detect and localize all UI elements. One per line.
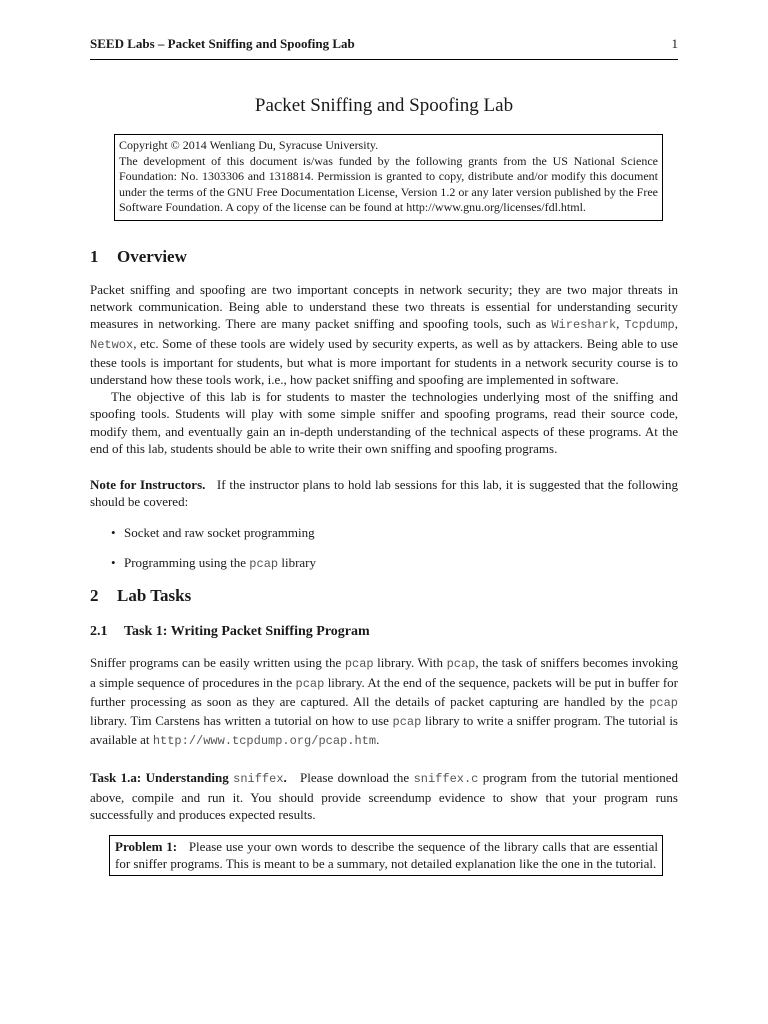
- document-title: Packet Sniffing and Spoofing Lab: [254, 95, 514, 116]
- text-run: library to write a sniffer program. The tutorial is available at: [90, 713, 678, 748]
- section-heading-overview: [90, 247, 678, 267]
- text-run: Packet sniffing and spoofing are two important concepts in network security; they are two major threats in network communication. Being able to understand these two threats is essential for understanding security measures in networking. There are many packet sniffing and spoofing tools, such as: [90, 281, 678, 332]
- section-title: Lab Tasks: [117, 586, 192, 606]
- text-run: Programming using the: [124, 555, 250, 571]
- text-run: Task 1.a: Understanding: [90, 770, 234, 786]
- overview-paragraph-1: [90, 281, 678, 388]
- instructor-note: [90, 476, 678, 510]
- section-number: 2: [90, 586, 99, 606]
- task1a-label: [90, 770, 287, 785]
- problem-text: Please use your own words to describe the sequence of the library calls that are essential for sniffer programs. This is meant to be a summary, not detailed explanation like the one in the tutorial.: [115, 839, 659, 872]
- section-title: Overview: [117, 246, 187, 266]
- topic-list: [90, 524, 678, 573]
- document-page: [90, 36, 678, 876]
- text-run: .: [376, 732, 380, 748]
- overview-paragraph-2: The objective of this lab is for students to master the technologies underlying most of the sniffing and spoofing tools. Students will play with some simple sniffer and spoofing programs, read their source code, modify them, and eventually gain an in-depth understanding of the technical aspects of these programs. At the end of this lab, students should be able to write their own sniffing and spoofing programs.: [90, 389, 678, 456]
- task1-paragraph: [90, 654, 678, 750]
- code-pcap: pcap: [295, 676, 325, 691]
- copyright-box: [114, 134, 663, 221]
- problem-label: Problem 1:: [115, 839, 178, 855]
- list-item: [111, 554, 678, 573]
- subsection-heading-task1: [90, 624, 678, 640]
- text-run: Please download the: [300, 770, 414, 786]
- subsection-number: 2.1: [90, 624, 108, 640]
- page-number: 1: [671, 36, 678, 51]
- text-run: , the task of sniffers becomes invoking a simple sequence of procedures in the: [90, 655, 679, 690]
- code-pcap: pcap: [392, 715, 422, 730]
- code-sniffex: sniffex: [233, 772, 284, 787]
- tool-netwox: Netwox: [90, 337, 134, 352]
- section-heading-lab-tasks: [90, 586, 678, 606]
- copyright-body: The development of this document is/was funded by the following grants from the US National Science Foundation: No. 1303306 and 1318814. Permission is granted to copy, distribute and/or modify this document under the terms of the GNU Free Documentation License, Version 1.2 or any later version published by the Free Software Foundation. A copy of the license can be found at http://www.gnu.org/licenses/fdl.html.: [119, 153, 658, 215]
- text-run: library. With: [373, 655, 447, 671]
- list-item: • Socket and raw socket programming: [111, 524, 678, 541]
- text-run: program from the tutorial mentioned above, compile and run it. You should provide screendump evidence to show that your program runs successfully and produces expected results.: [90, 770, 678, 822]
- tool-tcpdump: Tcpdump: [624, 318, 675, 333]
- subsection-title: Task 1: Writing Packet Sniffing Program: [124, 624, 370, 640]
- section-number: 1: [90, 246, 99, 266]
- note-text: If the instructor plans to hold lab sessions for this lab, it is suggested that the following should be covered:: [90, 477, 678, 510]
- text-run: library: [278, 555, 317, 571]
- text-run: library. At the end of the sequence, packets will be put in buffer for further processing as soon as they are captured. All the details of packet capturing are handled by the: [90, 674, 678, 709]
- header-title: SEED Labs – Packet Sniffing and Spoofing Lab: [90, 36, 355, 51]
- task1a-paragraph: [90, 769, 678, 823]
- text-run: .: [283, 770, 287, 786]
- text-run: Sniffer programs can be easily written using the: [90, 655, 345, 671]
- text-run: library. Tim Carstens has written a tutorial on how to use: [90, 713, 393, 729]
- text-run: ,: [674, 316, 678, 332]
- tool-wireshark: Wireshark: [551, 318, 617, 333]
- code-pcap: pcap: [649, 695, 678, 710]
- copyright-line: Copyright © 2014 Wenliang Du, Syracuse University.: [119, 138, 379, 152]
- text-run: ,: [616, 316, 625, 332]
- running-header: [90, 36, 678, 60]
- problem-box: [109, 835, 663, 876]
- code-pcap: pcap: [446, 657, 476, 672]
- code-pcap: pcap: [249, 557, 279, 572]
- note-label: Note for Instructors.: [90, 477, 206, 492]
- text-run: , etc. Some of these tools are widely used by security experts, as well as by attackers. Being able to use these tools is important for students, but what is more important for students in a network security course is to understand how these tools work, i.e., how packet sniffing and spoofing are implemented in software.: [90, 335, 678, 387]
- code-pcap: pcap: [344, 657, 374, 672]
- code-sniffex-file: sniffex.c: [413, 772, 479, 787]
- tutorial-url: http://www.tcpdump.org/pcap.htm: [152, 734, 377, 749]
